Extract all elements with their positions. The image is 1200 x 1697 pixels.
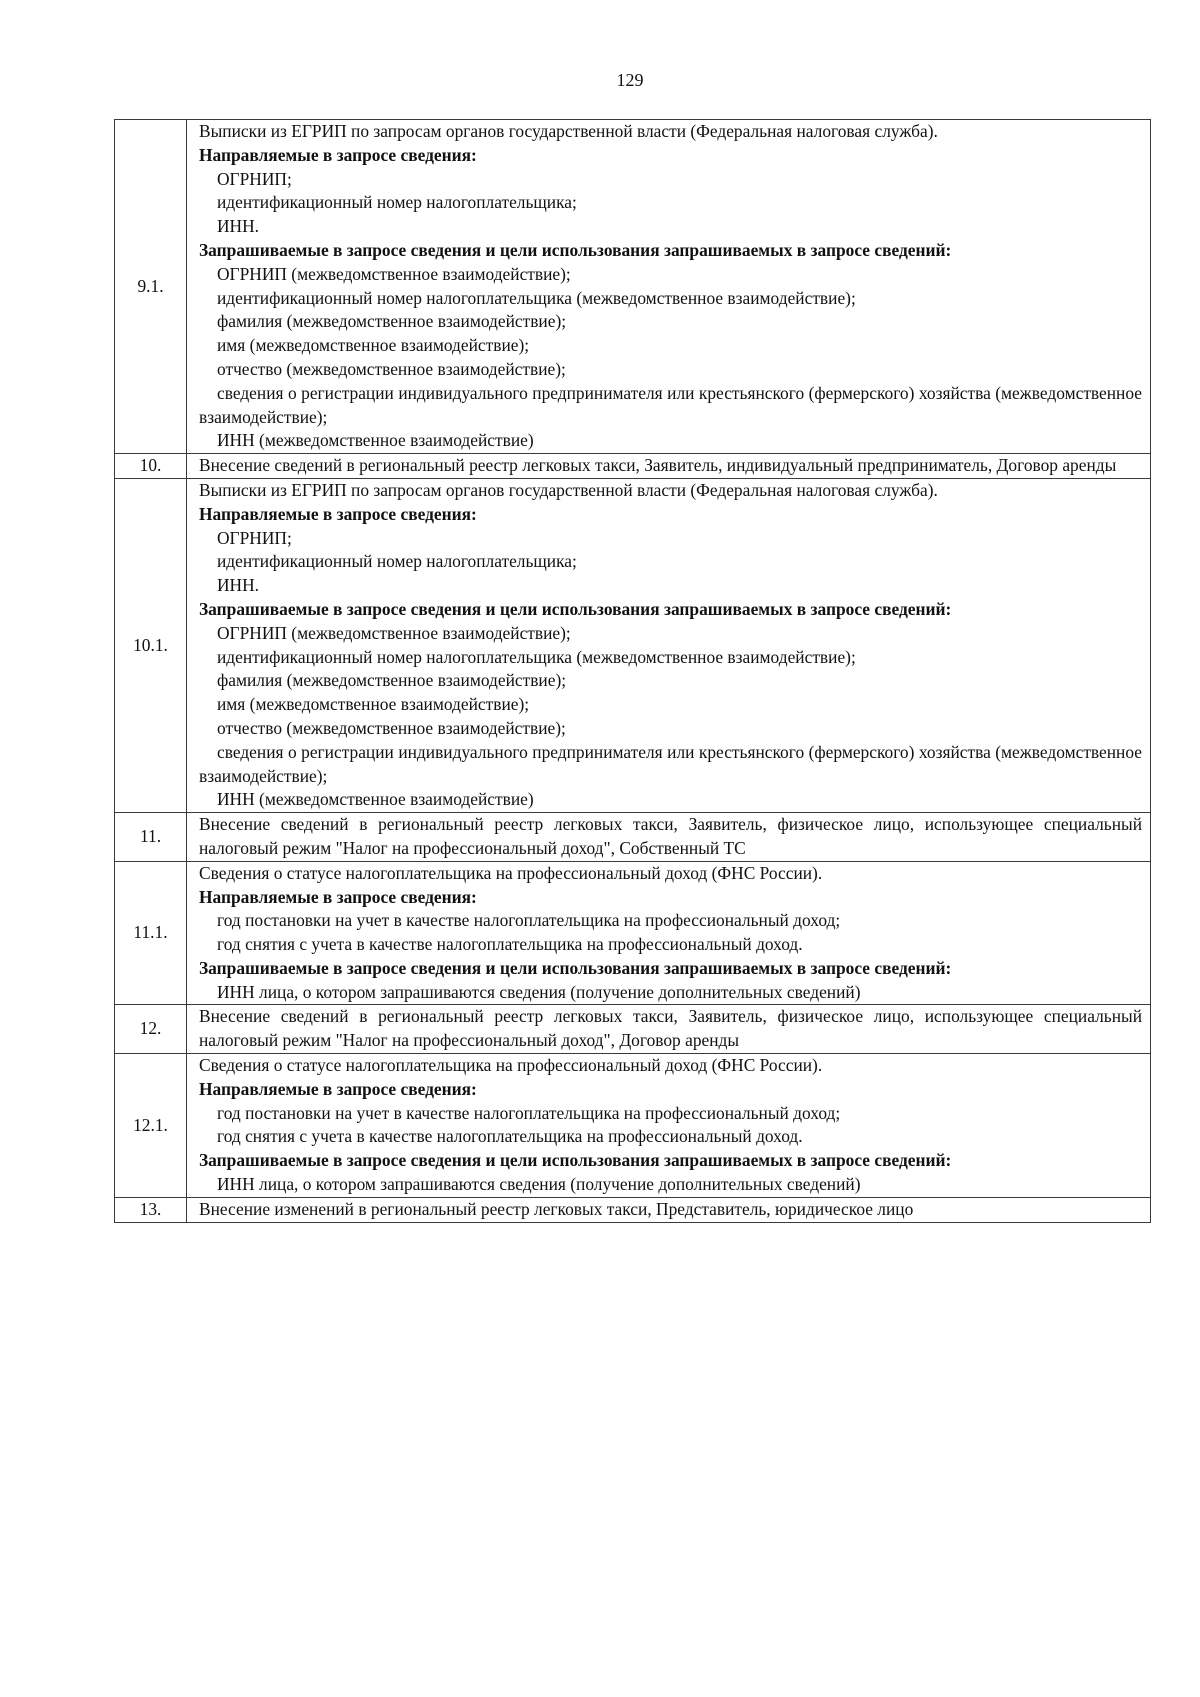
content-line: сведения о регистрации индивидуального предпринимателя или крестьянского (фермерского) хозяйства (межведомственное взаимодействие); <box>199 382 1142 427</box>
content-line: имя (межведомственное взаимодействие); <box>217 335 530 356</box>
row-content <box>187 120 1151 454</box>
content-line: фамилия (межведомственное взаимодействие); <box>217 670 567 691</box>
content-line: Сведения о статусе налогоплательщика на профессиональный доход (ФНС России). <box>199 1055 823 1076</box>
content-line: ОГРНИП; <box>217 527 292 548</box>
content-line: ОГРНИП (межведомственное взаимодействие); <box>217 263 571 284</box>
row-number: 11.1. <box>115 861 187 1005</box>
row-content <box>187 813 1151 862</box>
content-line: идентификационный номер налогоплательщика; <box>217 192 577 213</box>
content-line: Выписки из ЕГРИП по запросам органов государственной власти (Федеральная налоговая служба). <box>199 479 938 500</box>
content-line: ИНН. <box>217 216 260 237</box>
content-line: ИНН. <box>217 575 260 596</box>
row-content <box>187 454 1151 479</box>
content-line: ИНН (межведомственное взаимодействие) <box>217 789 534 810</box>
table-body <box>115 120 1151 1223</box>
section-heading: Направляемые в запросе сведения: <box>199 144 477 165</box>
content-line: ОГРНИП; <box>217 168 292 189</box>
content-line: идентификационный номер налогоплательщика; <box>217 551 577 572</box>
row-number: 9.1. <box>115 120 187 454</box>
row-number: 12.1. <box>115 1054 187 1198</box>
row-number: 10.1. <box>115 478 187 812</box>
section-heading: Направляемые в запросе сведения: <box>199 886 477 907</box>
content-line: Сведения о статусе налогоплательщика на профессиональный доход (ФНС России). <box>199 862 823 883</box>
section-heading: Запрашиваемые в запросе сведения и цели использования запрашиваемых в запросе сведений: <box>199 1150 952 1171</box>
page-number: 129 <box>616 70 644 90</box>
row-number: 10. <box>115 454 187 479</box>
table-row <box>115 861 1151 1005</box>
row-content <box>187 1054 1151 1198</box>
row-number: 12. <box>115 1005 187 1054</box>
section-heading: Запрашиваемые в запросе сведения и цели использования запрашиваемых в запросе сведений: <box>199 239 952 260</box>
content-line: фамилия (межведомственное взаимодействие); <box>217 311 567 332</box>
content-line: идентификационный номер налогоплательщика (межведомственное взаимодействие); <box>217 646 856 667</box>
row-content <box>187 1005 1151 1054</box>
content-line: год постановки на учет в качестве налогоплательщика на профессиональный доход; <box>217 910 841 931</box>
section-heading: Направляемые в запросе сведения: <box>199 1078 477 1099</box>
content-line: отчество (межведомственное взаимодействие); <box>217 358 566 379</box>
row-content <box>187 1197 1151 1222</box>
content-line: Выписки из ЕГРИП по запросам органов государственной власти (Федеральная налоговая служба). <box>199 121 938 141</box>
content-line: ИНН (межведомственное взаимодействие) <box>217 430 534 451</box>
content-line: сведения о регистрации индивидуального предпринимателя или крестьянского (фермерского) хозяйства (межведомственное взаимодействие); <box>199 741 1142 786</box>
content-line: год снятия с учета в качестве налогоплательщика на профессиональный доход. <box>217 934 803 955</box>
row-number: 13. <box>115 1197 187 1222</box>
row-content <box>187 478 1151 812</box>
content-line: ИНН лица, о котором запрашиваются сведения (получение дополнительных сведений) <box>217 981 861 1002</box>
section-heading: Направляемые в запросе сведения: <box>199 503 477 524</box>
table-row <box>115 1197 1151 1222</box>
services-table <box>114 119 1151 1223</box>
row-number: 11. <box>115 813 187 862</box>
section-heading: Запрашиваемые в запросе сведения и цели использования запрашиваемых в запросе сведений: <box>199 598 952 619</box>
table-row <box>115 454 1151 479</box>
content-line: отчество (межведомственное взаимодействие); <box>217 717 566 738</box>
content-line: Внесение сведений в региональный реестр легковых такси, Заявитель, индивидуальный предприниматель, Договор аренды <box>199 455 1117 476</box>
table-row <box>115 813 1151 862</box>
content-line: Внесение сведений в региональный реестр легковых такси, Заявитель, физическое лицо, использующее специальный налоговый режим "Налог на профессиональный доход", Договор аренды <box>199 1006 1142 1051</box>
content-line: идентификационный номер налогоплательщика (межведомственное взаимодействие); <box>217 287 856 308</box>
content-line: год постановки на учет в качестве налогоплательщика на профессиональный доход; <box>217 1102 841 1123</box>
table-row <box>115 1005 1151 1054</box>
table-row <box>115 120 1151 454</box>
content-line: год снятия с учета в качестве налогоплательщика на профессиональный доход. <box>217 1126 803 1147</box>
content-line: Внесение изменений в региональный реестр легковых такси, Представитель, юридическое лицо <box>199 1198 914 1219</box>
content-line: Внесение сведений в региональный реестр легковых такси, Заявитель, физическое лицо, использующее специальный налоговый режим "Налог на профессиональный доход", Собственный ТС <box>199 814 1142 858</box>
content-line: ОГРНИП (межведомственное взаимодействие); <box>217 622 571 643</box>
table-row <box>115 1054 1151 1198</box>
section-heading: Запрашиваемые в запросе сведения и цели использования запрашиваемых в запросе сведений: <box>199 957 952 978</box>
content-line: имя (межведомственное взаимодействие); <box>217 694 530 715</box>
row-content <box>187 861 1151 1005</box>
table-row <box>115 478 1151 812</box>
content-line: ИНН лица, о котором запрашиваются сведения (получение дополнительных сведений) <box>217 1174 861 1195</box>
